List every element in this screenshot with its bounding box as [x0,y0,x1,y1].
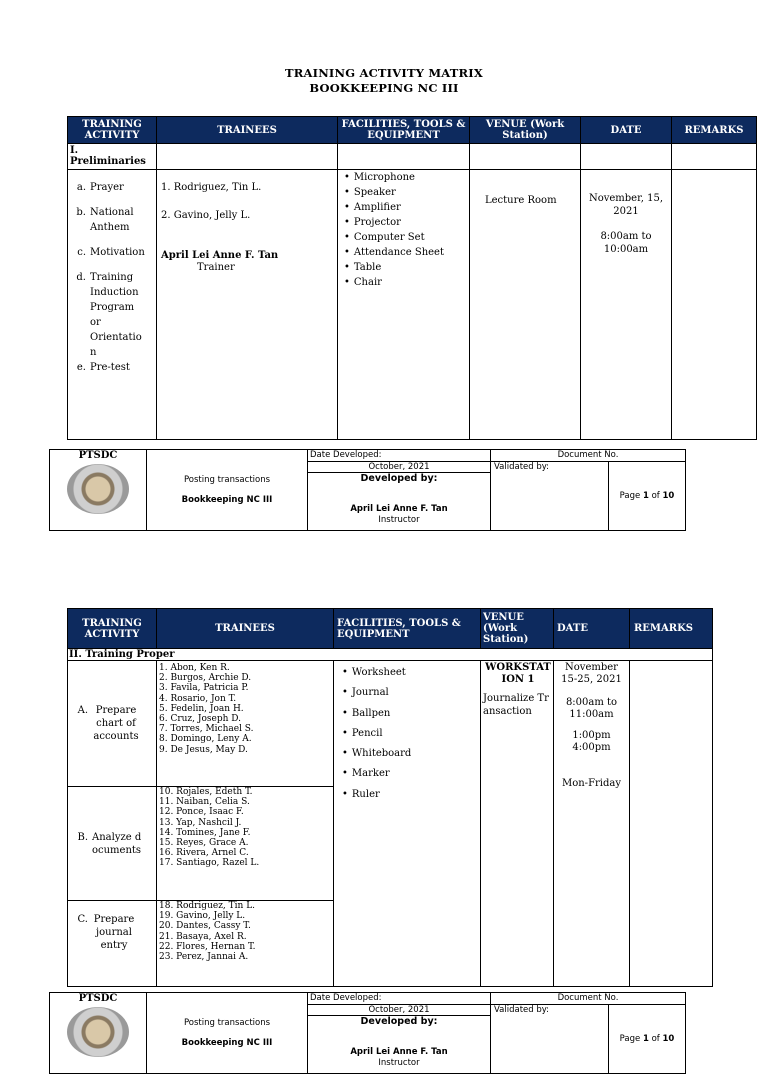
list-item: • Table [344,260,469,275]
page-title: TRAINING ACTIVITY MATRIX [285,66,483,80]
header-venue: VENUE (Work Station) [470,117,581,144]
activity-matrix-table-2 [67,608,713,987]
list-item: • Computer Set [344,230,469,245]
trainee-item: 23. Perez, Jannai A. [159,952,249,963]
page-subtitle: BOOKKEEPING NC III [309,81,459,95]
org-logo-cell [50,993,147,1074]
org-name: PTSDC [78,450,118,461]
time-text: 8:00am to 10:00am [600,231,652,255]
header-trainees: TRAINEES [157,609,334,649]
trainees-group-c [157,901,334,987]
date-developed-label: Date Developed: [308,993,491,1005]
page-number: Page 1 of 10 [609,462,686,531]
list-item: • Amplifier [344,200,469,215]
date-developed: October, 2021 [308,462,491,473]
list-item: B. Analyze documents [77,831,142,856]
trainee-item: 5. Fedelin, Joan H. [159,703,244,714]
list-item: • Attendance Sheet [344,245,469,260]
seal-logo [67,464,129,514]
time-afternoon: 1:00pm 4:00pm [572,730,611,753]
venue-cell [481,661,554,987]
list-item: C. Prepare journal entry [77,914,135,951]
trainee-item: 16. Rivera, Arnel C. [159,848,249,859]
date-developed: October, 2021 [308,1005,491,1016]
developer-role: Instructor [378,515,420,525]
header-training-activity: TRAINING ACTIVITY [68,609,157,649]
header-trainees: TRAINEES [157,117,338,144]
posting-text: Posting transactions [183,1018,271,1028]
trainee-item: 18. Rodriguez, Tin L. [159,901,256,911]
list-item: • Pencil [342,724,480,744]
trainee-item: 15. Reyes, Grace A. [159,838,249,849]
org-name: PTSDC [78,993,118,1004]
activity-b-cell [68,787,157,901]
page-number: Page 1 of 10 [609,1005,686,1074]
list-item: • Projector [344,215,469,230]
posting-text: Posting transactions [183,475,271,485]
validated-by-label: Validated by: [491,1005,609,1074]
header-facilities: FACILITIES, TOOLS & EQUIPMENT [338,117,470,144]
trainees-group-b [157,787,334,901]
trainee-item: 9. De Jesus, May D. [159,744,248,755]
header-date: DATE [581,117,672,144]
developed-by-cell [308,1016,491,1074]
trainee-item: 14. Tomines, Jane F. [159,827,251,838]
validated-by-label: Validated by: [491,462,609,531]
trainee-item: 12. Ponce, Isaac F. [159,807,244,818]
developed-by-label: Developed by: [360,473,438,484]
list-item: b. National Anthem [76,207,134,233]
date-developed-label: Date Developed: [308,450,491,462]
developed-by-label: Developed by: [360,1016,438,1027]
qualification-cell [147,993,308,1074]
developer-role: Instructor [378,1058,420,1068]
header-training-activity: TRAINING ACTIVITY [68,117,157,144]
document-no-label: Document No. [491,450,686,462]
list-item: • Marker [342,764,480,784]
trainee-item: 8. Domingo, Leny A. [159,734,252,745]
trainer-role: Trainer [197,262,235,273]
header-facilities: FACILITIES, TOOLS & EQUIPMENT [334,609,481,649]
list-item: d. Training Induction Program or Orientation [76,272,142,358]
trainee-item: 3. Favila, Patricia P. [159,683,249,694]
developer-name: April Lei Anne F. Tan [350,1047,448,1057]
days-text: Mon-Friday [561,778,621,789]
list-item: e. Pre-test [76,362,130,373]
trainee-item: 11. Naiban, Celia S. [159,797,250,808]
trainee-item: 2. Burgos, Archie D. [159,673,252,684]
list-item: • Worksheet [342,663,480,683]
header-remarks: REMARKS [630,609,713,649]
list-item: a. Prayer [76,182,124,193]
trainer-name: April Lei Anne F. Tan [161,250,279,261]
trainees-cell [157,170,338,440]
document-footer-2 [49,992,686,1074]
section-preliminaries: I. Preliminaries [68,144,157,170]
trainee-item: 17. Santiago, Razel L. [159,858,260,869]
time-morning: 8:00am to 11:00am [565,697,618,720]
qualification-cell [147,450,308,531]
trainee-item: 10. Rojales, Edeth T. [159,787,253,797]
date-text: November, 15, 2021 [588,193,664,217]
list-item: c. Motivation [77,247,145,258]
date-cell [554,661,630,987]
document-no-label: Document No. [491,993,686,1005]
venue-task: Journalize Transaction [483,693,549,717]
list-item: • Ballpen [342,704,480,724]
qualification-text: Bookkeeping NC III [181,495,273,505]
list-item: A. Prepare chart of accounts [77,705,139,742]
developed-by-cell [308,473,491,531]
list-item: • Microphone [344,170,469,185]
list-item: • Chair [344,275,469,290]
qualification-text: Bookkeeping NC III [181,1038,273,1048]
section-training-proper: II. Training Proper [68,649,713,661]
trainee-item: 20. Dantes, Cassy T. [159,921,251,932]
trainee-item: 7. Torres, Michael S. [159,724,254,735]
seal-logo [67,1007,129,1057]
list-item: • Ruler [342,785,480,805]
trainee-item: 1. Abon, Ken R. [159,663,230,673]
list-item: 2. Gavino, Jelly L. [161,210,251,221]
trainee-item: 6. Cruz, Joseph D. [159,714,242,725]
trainee-item: 21. Basaya, Axel R. [159,931,247,942]
venue-cell: Lecture Room [470,170,581,440]
developer-name: April Lei Anne F. Tan [350,504,448,514]
date-cell [581,170,672,440]
facilities-list [344,170,469,290]
trainee-item: 22. Flores, Hernan T. [159,941,256,952]
venue-title: WORKSTATION 1 [485,662,551,685]
trainee-item: 13. Yap, Nashcil J. [159,817,242,828]
org-logo-cell [50,450,147,531]
facilities-cell [338,170,470,440]
facilities-list [342,663,480,805]
header-date: DATE [554,609,630,649]
list-item: • Whiteboard [342,744,480,764]
header-venue: VENUE (Work Station) [481,609,554,649]
activity-list [68,170,157,440]
list-item: • Speaker [344,185,469,200]
remarks-cell [630,661,713,987]
trainee-item: 4. Rosario, Jon T. [159,693,237,704]
list-item: 1. Rodriguez, Tin L. [161,182,262,193]
document-footer-1 [49,449,686,531]
date-text: November 15-25, 2021 [561,662,622,685]
activity-c-cell [68,901,157,987]
facilities-cell [334,661,481,987]
list-item: • Journal [342,683,480,703]
activity-a-cell [68,661,157,787]
trainees-group-a [157,661,334,787]
activity-matrix-table-1 [67,116,757,440]
header-remarks: REMARKS [672,117,757,144]
remarks-cell [672,170,757,440]
trainee-item: 19. Gavino, Jelly L. [159,911,246,922]
